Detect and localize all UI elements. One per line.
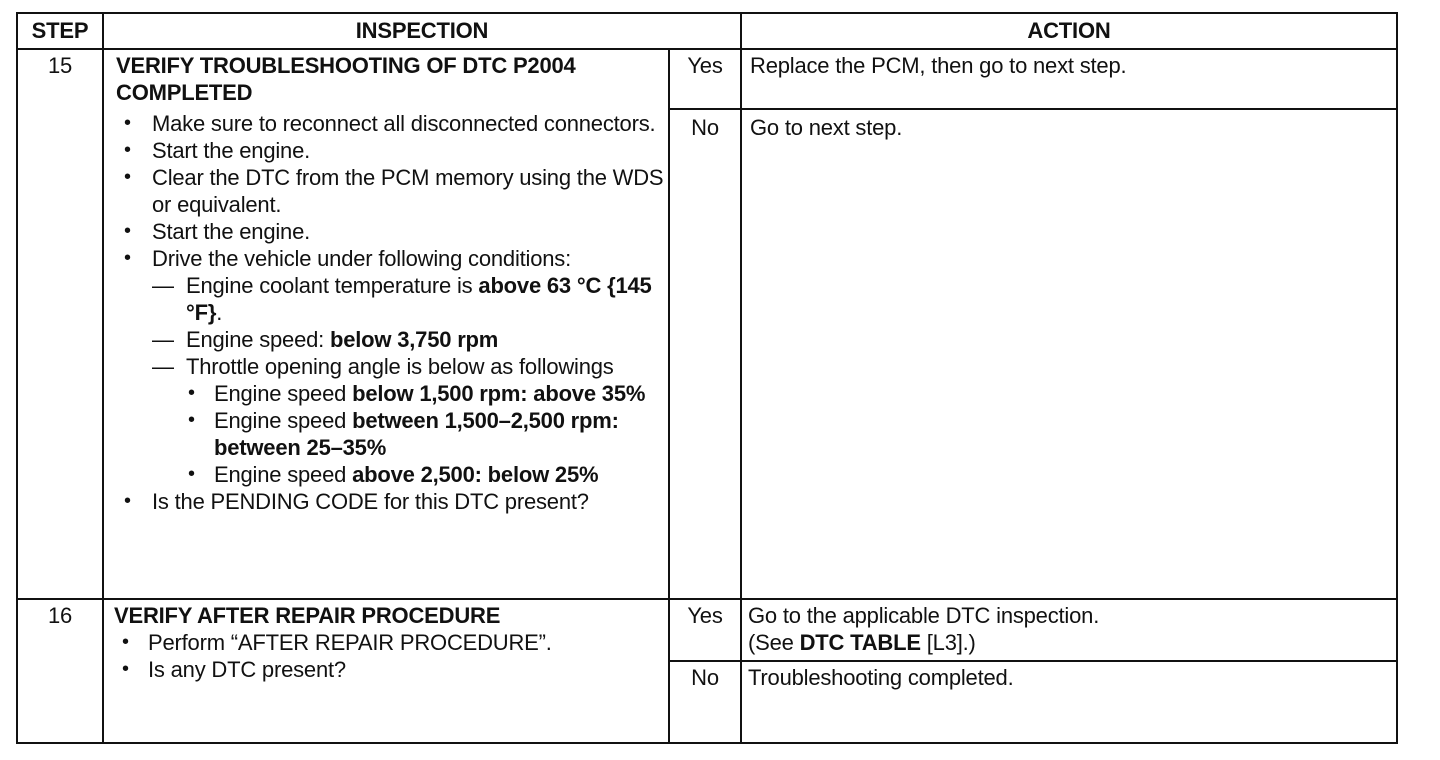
action-no: Go to next step. [750, 115, 903, 140]
answer-no: No [691, 665, 719, 690]
col-divider-yesno [668, 50, 670, 742]
sub-condition-item [182, 380, 664, 407]
header-divider [18, 48, 1396, 50]
action-yes-reference [748, 629, 1388, 656]
row16-yesno-divider [668, 660, 1396, 662]
row-divider-15-16 [18, 598, 1396, 600]
sub-condition-value: below 1,500 rpm: above 35% [352, 381, 646, 406]
row15-inspection [116, 52, 664, 515]
bullet-item: • Start the engine. [116, 218, 664, 245]
row16-inspection [114, 602, 664, 683]
reference-prefix: (See [748, 630, 800, 655]
action-no: Troubleshooting completed. [748, 665, 1014, 690]
action-yes [748, 602, 1388, 656]
header-action: ACTION [1027, 18, 1111, 43]
header-step: STEP [31, 18, 89, 43]
step-title: VERIFY TROUBLESHOOTING OF DTC P2004 [116, 53, 576, 78]
condition-text: Engine speed: [186, 327, 330, 352]
bullet-item: • Drive the vehicle under following conditions: [116, 245, 664, 272]
answer-no: No [691, 115, 719, 140]
reference-suffix: [L3].) [920, 630, 976, 655]
sub-condition-text: Engine speed [214, 381, 353, 406]
reference-link: DTC TABLE [799, 630, 921, 655]
sub-condition-text: Engine speed [214, 462, 353, 487]
bullet-item: • Perform “AFTER REPAIR PROCEDURE”. [114, 629, 664, 656]
bullet-item: • Is any DTC present? [114, 656, 664, 683]
sub-condition-item [182, 407, 664, 461]
condition-value: above 63 °C {145 °F} [186, 273, 652, 325]
sub-condition-text: Engine speed [214, 408, 353, 433]
step-title: VERIFY AFTER REPAIR PROCEDURE [114, 603, 501, 628]
step-title-cont: COMPLETED [116, 80, 253, 105]
bullet-item: • Clear the DTC from the PCM memory using the WDS or equivalent. [116, 164, 664, 218]
bullet-item: • Is the PENDING CODE for this DTC present? [116, 488, 664, 515]
condition-value: below 3,750 rpm [329, 327, 499, 352]
col-divider-inspection [740, 14, 742, 742]
answer-yes: Yes [687, 53, 723, 78]
header-inspection: INSPECTION [355, 18, 489, 43]
action-yes: Replace the PCM, then go to next step. [750, 53, 1127, 78]
bullet-item: • Make sure to reconnect all disconnected connectors. [116, 110, 664, 137]
sub-condition-item [182, 461, 664, 488]
condition-item [152, 272, 664, 326]
sub-condition-value: above 2,500: below 25% [352, 462, 599, 487]
condition-suffix: . [216, 300, 223, 325]
condition-text: Engine coolant temperature is [186, 273, 479, 298]
condition-item: — Throttle opening angle is below as followings [152, 353, 664, 380]
sub-condition-value: between 1,500–2,500 rpm: between 25–35% [214, 408, 619, 460]
row15-yesno-divider [668, 108, 1396, 110]
bullet-item: • Start the engine. [116, 137, 664, 164]
step-number: 15 [47, 53, 73, 78]
col-divider-step [102, 14, 104, 742]
step-number: 16 [47, 603, 73, 628]
action-yes-line: Go to the applicable DTC inspection. [748, 603, 1100, 628]
answer-yes: Yes [687, 603, 723, 628]
troubleshooting-table [16, 12, 1398, 744]
condition-item [152, 326, 664, 353]
